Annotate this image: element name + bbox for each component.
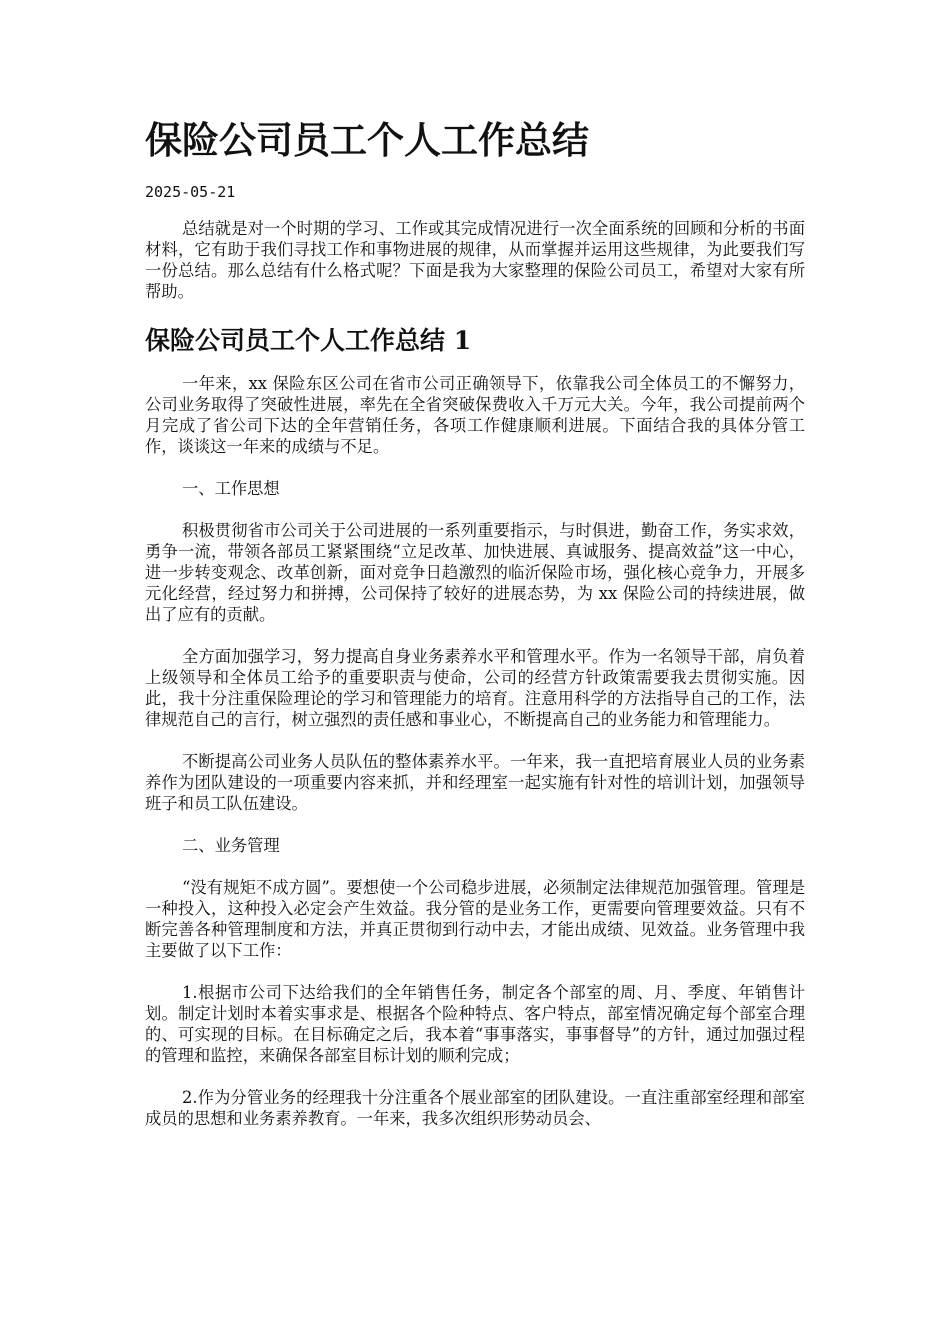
subheading-paragraph: 一、工作思想: [182, 479, 280, 498]
body-paragraph: 积极贯彻省市公司关于公司进展的一系列重要指示，与时俱进，勤奋工作，务实求效，勇争一流，带领各部员工紧紧围绕“立足改革、加快进展、真诚服务、提高效益”这一中心，进一步转变观念、改革创新，面对竞争日趋激烈的临沂保险市场，强化核心竞争力，开展多元化经营，经过努力和拼搏，公司保持了较好的进展态势，为 xx 保险公司的持续进展，做出了应有的贡献。: [145, 521, 805, 624]
document-title: 保险公司员工个人工作总结: [145, 118, 589, 162]
document-page: [145, 112, 805, 1150]
intro-paragraph: 总结就是对一个时期的学习、工作或其完成情况进行一次全面系统的回顾和分析的书面材料，它有助于我们寻找工作和事物进展的规律，从而掌握并运用这些规律，为此要我们写一份总结。那么总结有什么格式呢？下面是我为大家整理的保险公司员工，希望对大家有所帮助。: [145, 219, 805, 301]
body-paragraph: 一年来，xx 保险东区公司在省市公司正确领导下，依靠我公司全体员工的不懈努力，公司业务取得了突破性进展，率先在全省突破保费收入千万元大关。今年，我公司提前两个月完成了省公司下达的全年营销任务，各项工作健康顺利进展。下面结合我的具体分管工作，谈谈这一年来的成绩与不足。: [145, 374, 805, 456]
document-date: 2025-05-21: [145, 183, 236, 201]
body-paragraph: 2.作为分管业务的经理我十分注重各个展业部室的团队建设。一直注重部室经理和部室成员的思想和业务素养教育。一年来，我多次组织形势动员会、: [145, 1088, 805, 1128]
body-paragraph: “没有规矩不成方圆”。要想使一个公司稳步进展，必须制定法律规范加强管理。管理是一种投入，这种投入必定会产生效益。我分管的是业务工作，更需要向管理要效益。只有不断完善各种管理制度和方法，并真正贯彻到行动中去，才能出成绩、见效益。业务管理中我主要做了以下工作：: [145, 878, 805, 960]
subheading-paragraph: 二、业务管理: [182, 836, 280, 855]
body-paragraph: 1.根据市公司下达给我们的全年销售任务，制定各个部室的周、月、季度、年销售计划。制定计划时本着实事求是、根据各个险种特点、客户特点，部室情况确定每个部室合理的、可实现的目标。在目标确定之后，我本着“事事落实，事事督导”的方针，通过加强过程的管理和监控，来确保各部室目标计划的顺利完成；: [145, 983, 805, 1065]
section-heading: 保险公司员工个人工作总结 1: [145, 326, 472, 355]
body-paragraph: 全方面加强学习，努力提高自身业务素养水平和管理水平。作为一名领导干部，肩负着上级领导和全体员工给予的重要职责与使命，公司的经营方针政策需要我去贯彻实施。因此，我十分注重保险理论的学习和管理能力的培育。注意用科学的方法指导自己的工作，法律规范自己的言行，树立强烈的责任感和事业心，不断提高自己的业务能力和管理能力。: [145, 647, 805, 729]
body-paragraph: 不断提高公司业务人员队伍的整体素养水平。一年来，我一直把培育展业人员的业务素养作为团队建设的一项重要内容来抓，并和经理室一起实施有针对性的培训计划，加强领导班子和员工队伍建设。: [145, 752, 805, 813]
